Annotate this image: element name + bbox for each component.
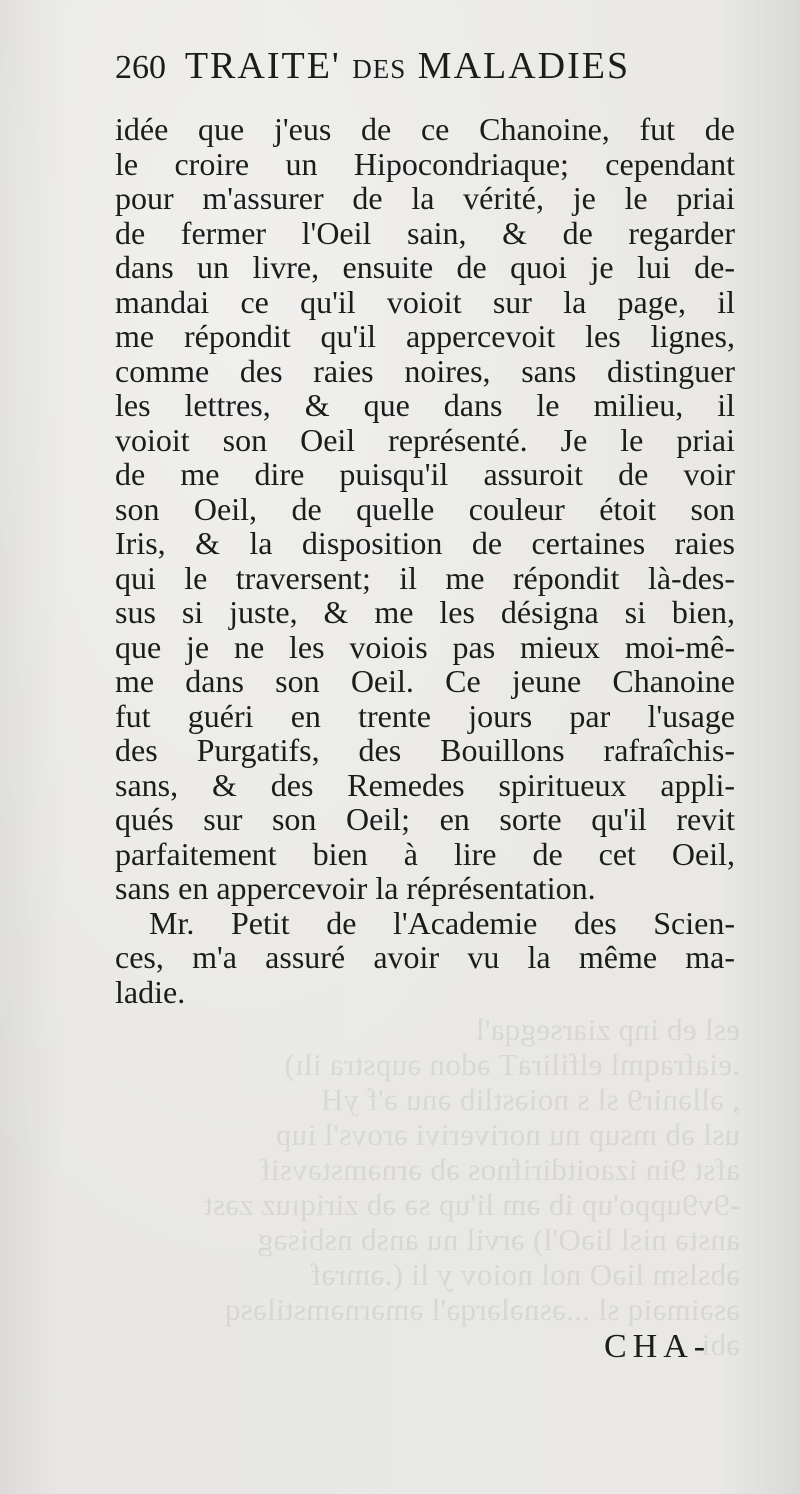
text-line: sans en appercevoir la réprésentation. — [115, 870, 596, 906]
text-line: de me dire puisqu'il assuroit de voir — [115, 456, 735, 492]
bleed-through-line: əbslsm liəO nol noiov y li (.əmrəf — [310, 1257, 740, 1292]
bleed-through-line: .eiafraqml elfiliraT ədon əupstra ilı) — [284, 1047, 740, 1082]
body-text — [115, 112, 735, 1009]
text-line: idée que j'eus de ce Chanoine, fut de — [115, 111, 735, 147]
text-line: des Purgatifs, des Bouillons rafraîchis- — [115, 732, 735, 768]
text-line: parfaitement bien à lire de cet Oeil, — [115, 835, 735, 872]
text-line: dans un livre, ensuite de quoi je lui de- — [115, 249, 735, 285]
text-line: voioit son Oeil représenté. Je le priai — [115, 421, 735, 458]
text-line: son Oeil, de quelle couleur étoit son — [115, 490, 735, 527]
running-header — [115, 44, 715, 88]
bleed-through-line: əsəiməiq sl ...əsnələrqə'l əmərnəmstiləsq — [224, 1292, 740, 1327]
bleed-through-line: usl əb msup nu noriverivi ərovs'l iup — [275, 1117, 740, 1152]
text-line: me dans son Oeil. Ce jeune Chanoine — [115, 663, 735, 699]
header-title-des: DES — [352, 54, 407, 84]
bleed-through-line: afst 9in izaoitdirifnos əb ərnəmstəvsif — [259, 1152, 740, 1187]
text-line: Iris, & la disposition de certaines raies — [115, 525, 735, 561]
bleed-through-line: , əllənir9 sl s noiəstlib ənu ə'f yH — [320, 1082, 740, 1117]
text-line: pour m'assurer de la vérité, je le priai — [115, 180, 735, 216]
text-line: sans, & des Remedes spiritueux appli- — [115, 766, 735, 803]
bleed-through-line: əbi — [701, 1327, 740, 1362]
text-line: sus si juste, & me les désigna si bien, — [115, 594, 735, 630]
text-line: ces, m'a assuré avoir vu la même ma- — [115, 939, 735, 975]
text-line: me répondit qu'il appercevoit les lignes, — [115, 318, 735, 354]
text-line: les lettres, & que dans le milieu, il — [115, 387, 735, 423]
text-line: qués sur son Oeil; en sorte qu'il revit — [115, 801, 735, 837]
header-title-traite: TRAITE' — [184, 45, 341, 87]
page-number: 260 — [115, 49, 166, 86]
text-line: le croire un Hipocondriaque; cependant — [115, 145, 735, 182]
catchword: CHA- — [604, 1328, 712, 1365]
text-line: mandai ce qu'il voioit sur la page, il — [115, 283, 735, 320]
text-line: ladie. — [115, 973, 186, 1010]
header-title-maladies: MALADIES — [417, 45, 631, 87]
text-line: de fermer l'Oeil sain, & de regarder — [115, 214, 735, 251]
text-line: que je ne les voiois pas mieux moi-mê- — [115, 628, 735, 665]
bleed-through-line: esl eb inp ziarsegqa'l — [475, 1012, 740, 1047]
bleed-through-line: anstə nisl liəO'l) ərvil nu ansb nsbisəg — [257, 1222, 740, 1257]
bleed-through-line: -9v9uppo'up ib əm li'up sə əb ziriqıuz zəst — [203, 1187, 740, 1222]
text-line: Mr. Petit de l'Academie des Scien- — [149, 904, 735, 941]
text-line: qui le traversent; il me répondit là-des- — [115, 559, 735, 596]
text-line: fut guéri en trente jours par l'usage — [115, 697, 735, 734]
text-line: comme des raies noires, sans distinguer — [115, 352, 735, 389]
